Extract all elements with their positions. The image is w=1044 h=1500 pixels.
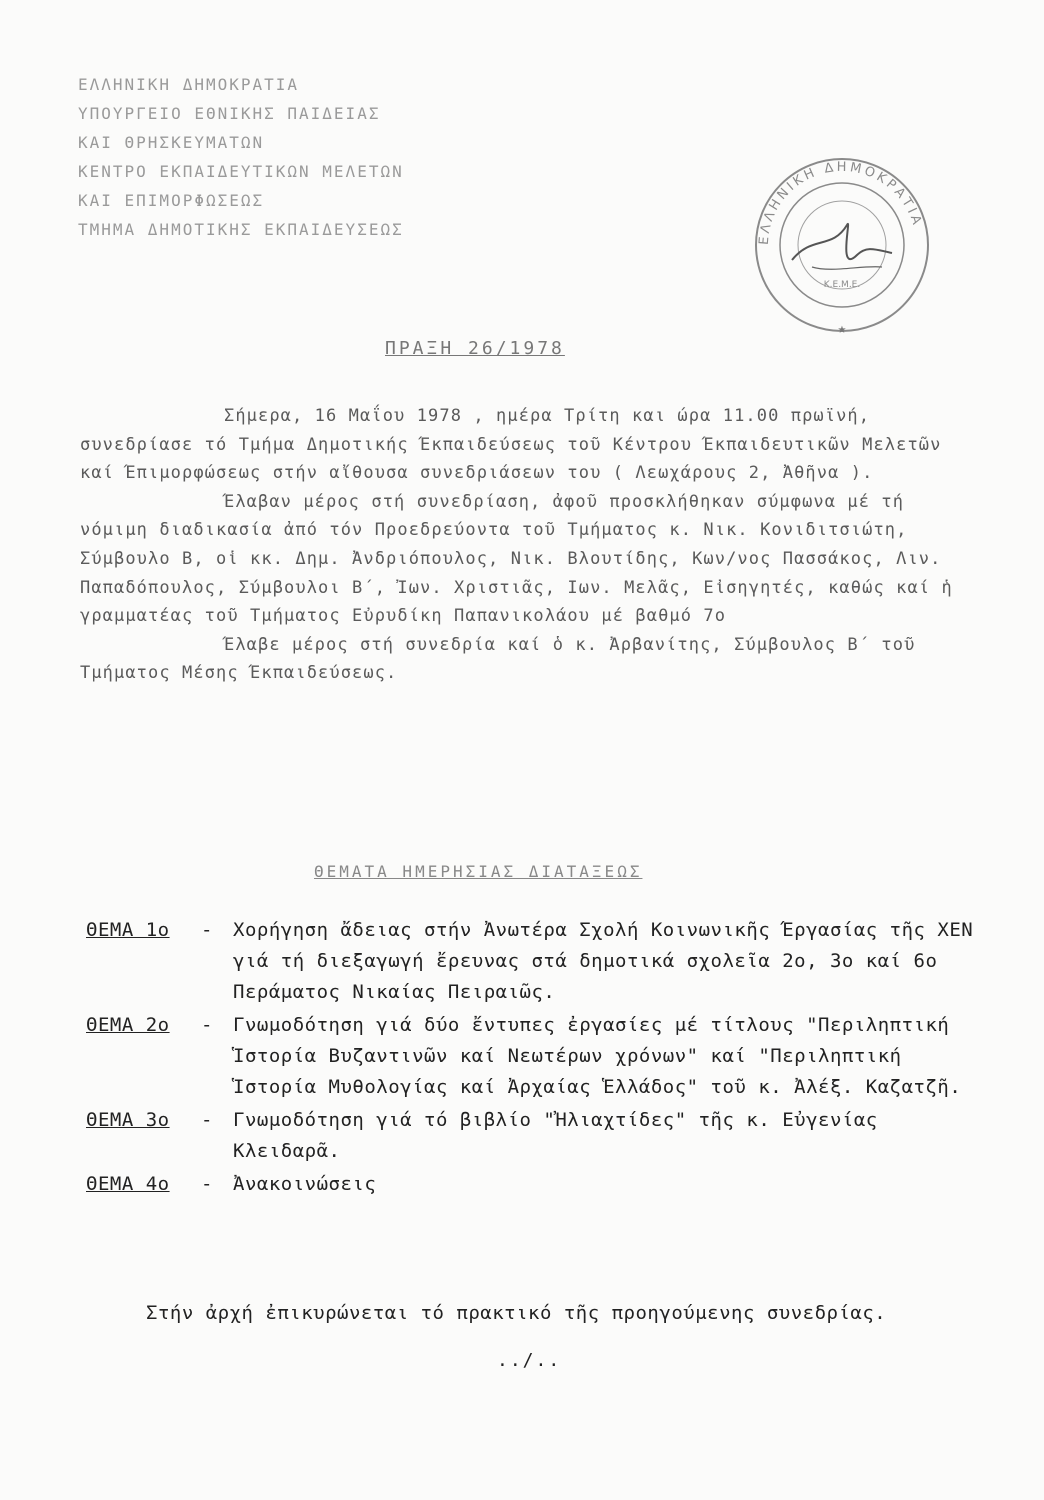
official-seal-stamp xyxy=(752,155,932,335)
agenda-item-text: Γνωμοδότηση γιά τό βιβλίο "Ἠλιαχτίδες" τῆς κ. Εὐγενίας Κλειδαρᾶ. xyxy=(233,1109,878,1162)
continuation-mark: ../.. xyxy=(497,1350,562,1371)
agenda-item-dash: - xyxy=(201,919,213,941)
letterhead xyxy=(78,70,404,244)
letterhead-line: ΕΛΛΗΝΙΚΗ ΔΗΜΟΚΡΑΤΙΑ xyxy=(78,75,300,94)
agenda-item-text: Χορήγηση ἄδειας στήν Ἀνωτέρα Σχολή Κοινωνικῆς Έργασίας τῆς ΧΕΝ γιά τή διεξαγωγή ἔρευνας στά δημοτικά σχολεῖα 2ο, 3ο καί 6ο Περάματος Νικαίας Πειραιῶς. xyxy=(233,919,974,1003)
closing-sentence: Στήν ἀρχή ἐπικυρώνεται τό πρακτικό τῆς προηγούμενης συνεδρίας. xyxy=(146,1302,887,1324)
seal-ring-text: ΕΛΛΗΝΙΚΗ ΔΗΜΟΚΡΑΤΙΑ xyxy=(756,159,925,246)
minutes-body xyxy=(80,402,980,688)
seal-inner-text: Κ.Ε.Μ.Ε. xyxy=(823,280,861,290)
agenda-item-dash: - xyxy=(201,1014,213,1036)
agenda-item-dash: - xyxy=(201,1173,213,1195)
paragraph-meeting-info: Σήμερα, 16 Μαΐου 1978 , ημέρα Τρίτη και ώρα 11.00 πρωϊνή, συνεδρίασε τό Τμήμα Δημοτικής Έκπαιδεύσεως τοῦ Κέντρου Έκπαιδευτικῶν Μελετῶν καί Έπιμορφώσεως στήν αἴθουσα συνεδριάσεων του ( Λεωχάρους 2, Ἀθῆνα ). xyxy=(80,406,942,484)
agenda-list xyxy=(86,915,986,1202)
agenda-item-label: ΘΕΜΑ 4ο xyxy=(86,1173,170,1195)
document-title: ΠΡΑΞΗ 26/1978 xyxy=(385,338,565,359)
letterhead-line: ΤΜΗΜΑ ΔΗΜΟΤΙΚΗΣ ΕΚΠΑΙΔΕΥΣΕΩΣ xyxy=(78,220,404,239)
agenda-item xyxy=(86,1105,986,1167)
agenda-item xyxy=(86,1169,986,1200)
letterhead-line: ΚΕΝΤΡΟ ΕΚΠΑΙΔΕΥΤΙΚΩΝ ΜΕΛΕΤΩΝ xyxy=(78,162,404,181)
agenda-heading: ΘΕΜΑΤΑ ΗΜΕΡΗΣΙΑΣ ΔΙΑΤΑΞΕΩΣ xyxy=(314,862,643,881)
agenda-item xyxy=(86,1010,986,1103)
agenda-item-text: Ἀνακοινώσεις xyxy=(233,1173,377,1195)
agenda-item-label: ΘΕΜΑ 2ο xyxy=(86,1014,170,1036)
letterhead-line: ΚΑΙ ΕΠΙΜΟΡΦΩΣΕΩΣ xyxy=(78,191,265,210)
paragraph-attendees: Έλαβαν μέρος στή συνεδρίαση, ἀφοῦ προσκλήθηκαν σύμφωνα μέ τή νόμιμη διαδικασία ἀπό τόν Προεδρεύοντα τοῦ Τμήματος κ. Νικ. Κονιδιτσιώτη, Σύμβουλο Β, οἱ κκ. Δημ. Ἀνδριόπουλος, Νικ. Βλουτίδης, Κων/νος Πασσάκος, Λιν. Παπαδόπουλος, Σύμβουλοι Β΄, Ἰων. Χριστιᾶς, Ιων. Μελᾶς, Εἰσηγητές, καθώς καί ἡ γραμματέας τοῦ Τμήματος Εὐρυδίκη Παπανικολάου μέ βαθμό 7ο xyxy=(80,491,953,627)
svg-text:★: ★ xyxy=(837,321,847,335)
agenda-item-text: Γνωμοδότηση γιά δύο ἔντυπες ἐργασίες μέ τίτλους "Περιληπτική Ἱστορία Βυζαντινῶν καί Νεωτέρων χρόνων" καί "Περιληπτική Ἱστορία Μυθολογίας καί Ἀρχαίας Ἑλλάδος" τοῦ κ. Ἀλέξ. Καζατζῆ. xyxy=(233,1014,962,1098)
agenda-item-label: ΘΕΜΑ 1ο xyxy=(86,919,170,941)
letterhead-line: ΚΑΙ ΘΡΗΣΚΕΥΜΑΤΩΝ xyxy=(78,133,265,152)
agenda-item-label: ΘΕΜΑ 3ο xyxy=(86,1109,170,1131)
letterhead-line: ΥΠΟΥΡΓΕΙΟ ΕΘΝΙΚΗΣ ΠΑΙΔΕΙΑΣ xyxy=(78,104,381,123)
paragraph-additional-attendee: Έλαβε μέρος στή συνεδρία καί ὁ κ. Ἀρβανίτης, Σύμβουλος Β΄ τοῦ Τμήματος Μέσης Έκπαιδεύσεως. xyxy=(80,634,916,684)
agenda-item xyxy=(86,915,986,1008)
agenda-item-dash: - xyxy=(201,1109,213,1131)
